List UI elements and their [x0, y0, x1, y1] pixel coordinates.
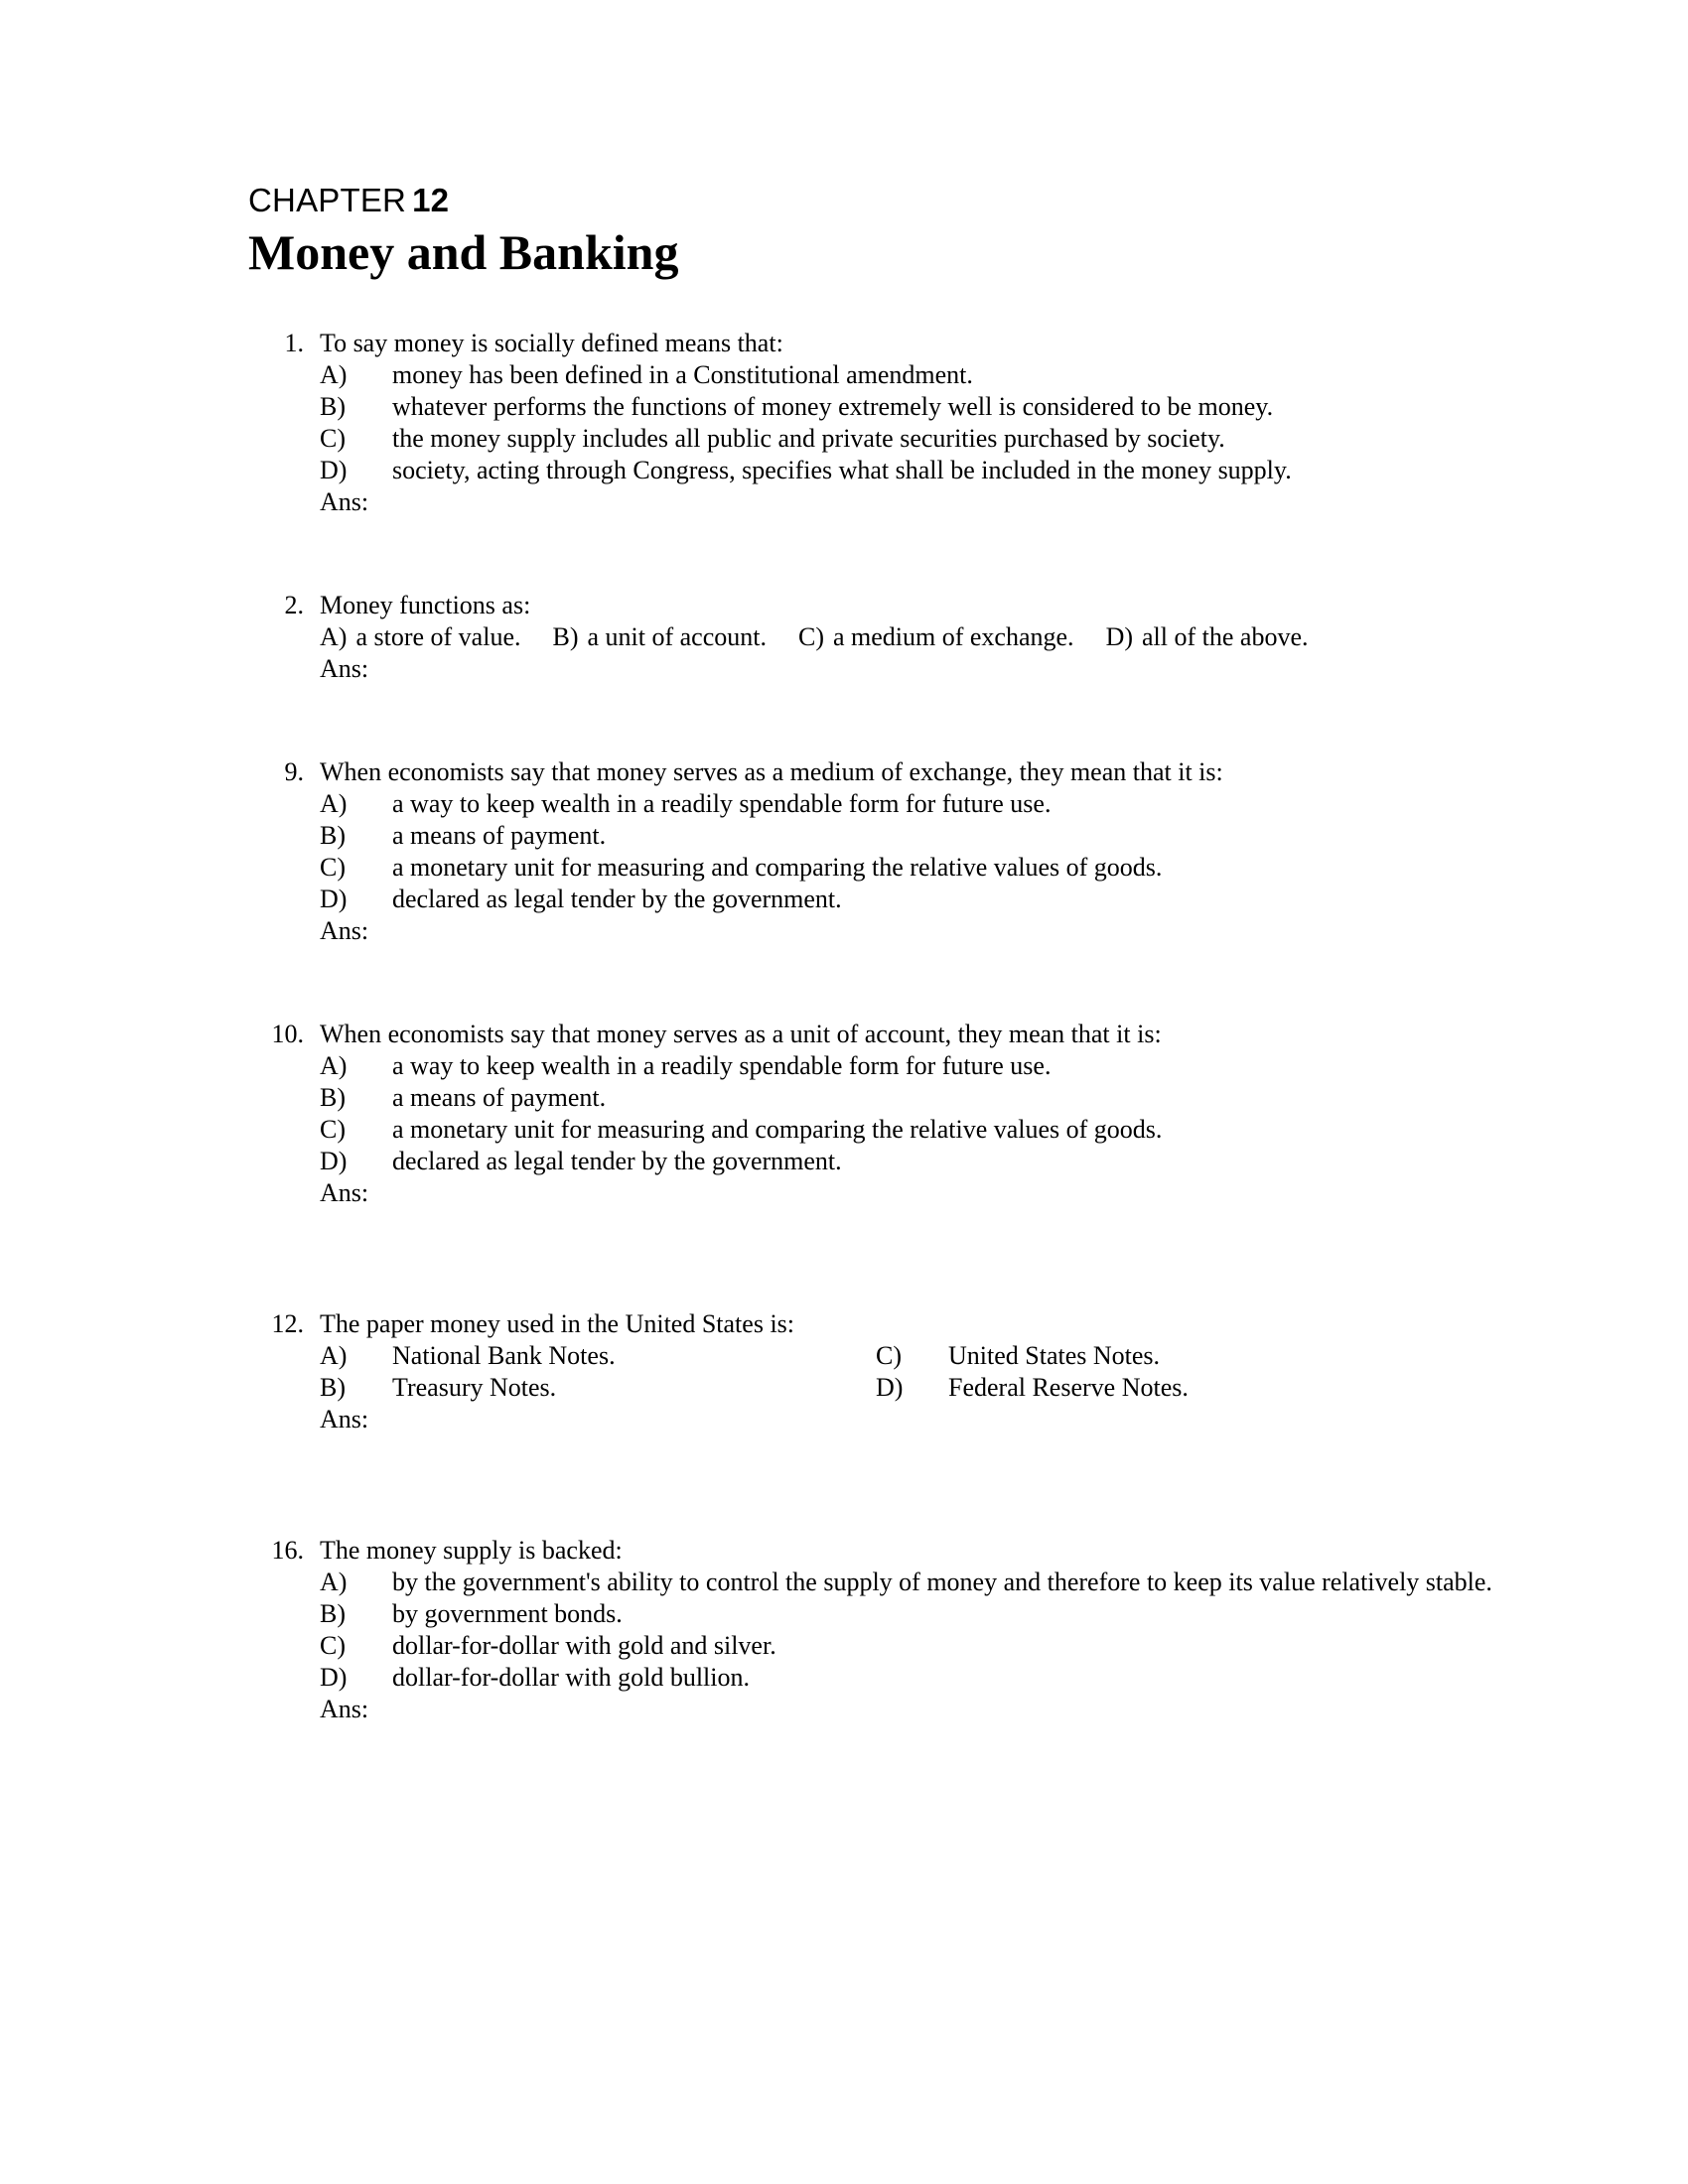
option-text: a means of payment.: [392, 1083, 607, 1112]
option-text: a monetary unit for measuring and comparing the relative values of goods.: [392, 853, 1163, 882]
question-stem: When economists say that money serves as a unit of account, they mean that it is:: [320, 1020, 1162, 1048]
option-letter: D): [876, 1373, 904, 1402]
option-letter: A): [320, 1051, 348, 1080]
option-text: declared as legal tender by the government.: [392, 1147, 842, 1175]
option-row[interactable]: [320, 788, 1499, 820]
answer-label: Ans:: [320, 487, 369, 516]
option-row[interactable]: [320, 820, 1499, 852]
page-title: Money and Banking: [248, 224, 679, 280]
option-text: dollar-for-dollar with gold and silver.: [392, 1631, 776, 1660]
answer-label: Ans:: [320, 1695, 369, 1723]
question-item: [248, 1308, 1499, 1435]
option-text: a unit of account.: [587, 622, 767, 651]
question-number: 16.: [271, 1536, 304, 1565]
option-letter: A): [320, 622, 348, 651]
option-letter: C): [876, 1341, 902, 1370]
option-row[interactable]: [320, 1146, 1499, 1177]
option-letter: A): [320, 789, 348, 818]
option-text: by the government's ability to control the supply of money and therefore to keep its value relatively stable.: [392, 1568, 1492, 1596]
option-letter: D): [320, 1147, 348, 1175]
option-row[interactable]: [320, 455, 1499, 486]
option-text: society, acting through Congress, specifies what shall be included in the money supply.: [392, 456, 1292, 484]
option-letter: C): [797, 622, 824, 651]
chapter-eyebrow: [248, 184, 1440, 216]
option-text: dollar-for-dollar with gold bullion.: [392, 1663, 751, 1692]
option-row[interactable]: [320, 1114, 1499, 1146]
option-column-right: [876, 1340, 1491, 1404]
question-gap: [248, 1209, 1499, 1308]
question-gap: [248, 518, 1499, 590]
option-row[interactable]: [320, 423, 1499, 455]
question-heading: [248, 1308, 1499, 1340]
option-row[interactable]: [320, 359, 1499, 391]
question-heading: [248, 756, 1499, 788]
answer-label: Ans:: [320, 654, 369, 683]
option-letter: C): [320, 1115, 346, 1144]
option-row[interactable]: [320, 884, 1499, 915]
option-text: a means of payment.: [392, 821, 607, 850]
chapter-header: [248, 184, 1440, 279]
question-gap: [248, 685, 1499, 756]
option-list: [248, 1050, 1499, 1177]
option-text: Federal Reserve Notes.: [948, 1373, 1189, 1402]
question-heading: [248, 1535, 1499, 1567]
option-row[interactable]: [320, 1567, 1499, 1598]
option-letter: C): [320, 853, 346, 882]
option-row[interactable]: [320, 1340, 876, 1372]
option-list: [248, 788, 1499, 915]
option-letter: C): [320, 1631, 346, 1660]
option-list-inline: [320, 621, 1499, 653]
option-row[interactable]: [320, 391, 1499, 423]
option-letter: C): [320, 424, 346, 453]
question-item: [248, 1019, 1499, 1209]
option-text: a medium of exchange.: [832, 622, 1074, 651]
option-row[interactable]: [520, 622, 767, 651]
answer-label: Ans:: [320, 916, 369, 945]
question-number: 1.: [284, 329, 304, 357]
question-item: [248, 756, 1499, 947]
option-row[interactable]: [320, 1630, 1499, 1662]
option-row[interactable]: [320, 1082, 1499, 1114]
option-text: a store of value.: [355, 622, 521, 651]
option-list-two-column: [320, 1340, 1499, 1404]
question-heading: [248, 1019, 1499, 1050]
option-row[interactable]: [876, 1372, 1491, 1404]
question-stem: To say money is socially defined means that:: [320, 329, 783, 357]
option-row[interactable]: [876, 1340, 1491, 1372]
question-item: [248, 1535, 1499, 1725]
question-number: 2.: [284, 591, 304, 619]
question-heading: [248, 590, 1499, 621]
option-letter: A): [320, 360, 348, 389]
option-text: a way to keep wealth in a readily spendable form for future use.: [392, 1051, 1052, 1080]
question-number: 10.: [271, 1020, 304, 1048]
option-row[interactable]: [767, 622, 1074, 651]
option-row[interactable]: [1074, 622, 1309, 651]
option-text: National Bank Notes.: [392, 1341, 616, 1370]
option-column-left: [320, 1340, 876, 1404]
option-text: money has been defined in a Constitutional amendment.: [392, 360, 973, 389]
option-letter: D): [320, 1663, 348, 1692]
option-row[interactable]: [320, 622, 520, 651]
option-letter: B): [320, 392, 346, 421]
option-text: whatever performs the functions of money extremely well is considered to be money.: [392, 392, 1274, 421]
question-gap: [248, 1435, 1499, 1535]
option-text: United States Notes.: [948, 1341, 1161, 1370]
option-letter: A): [320, 1568, 348, 1596]
option-letter: A): [320, 1341, 348, 1370]
option-letter: B): [320, 821, 346, 850]
option-text: by government bonds.: [392, 1599, 623, 1628]
option-letter: D): [1105, 622, 1133, 651]
question-list: [248, 328, 1499, 1725]
question-item: [248, 590, 1499, 685]
option-row[interactable]: [320, 852, 1499, 884]
question-item: [248, 328, 1499, 518]
question-stem: The money supply is backed:: [320, 1536, 623, 1565]
option-letter: D): [320, 456, 348, 484]
option-letter: D): [320, 885, 348, 913]
option-row[interactable]: [320, 1598, 1499, 1630]
answer-label: Ans:: [320, 1405, 369, 1433]
question-stem: When economists say that money serves as a medium of exchange, they mean that it is:: [320, 757, 1223, 786]
option-list: [248, 359, 1499, 486]
question-stem: The paper money used in the United States is:: [320, 1309, 795, 1338]
option-row[interactable]: [320, 1662, 1499, 1694]
option-text: all of the above.: [1142, 622, 1309, 651]
question-gap: [248, 947, 1499, 1019]
question-number: 9.: [284, 757, 304, 786]
question-heading: [248, 328, 1499, 359]
option-text: declared as legal tender by the government.: [392, 885, 842, 913]
option-letter: B): [320, 1599, 346, 1628]
option-row[interactable]: [320, 1372, 876, 1404]
option-row[interactable]: [320, 1050, 1499, 1082]
option-text: a monetary unit for measuring and comparing the relative values of goods.: [392, 1115, 1163, 1144]
chapter-number: 12: [412, 182, 450, 218]
option-letter: B): [320, 1083, 346, 1112]
chapter-word: CHAPTER: [248, 182, 407, 218]
answer-label: Ans:: [320, 1178, 369, 1207]
option-text: the money supply includes all public and private securities purchased by society.: [392, 424, 1225, 453]
option-list: [248, 1567, 1499, 1694]
question-stem: Money functions as:: [320, 591, 531, 619]
question-number: 12.: [271, 1309, 304, 1338]
option-letter: B): [320, 1373, 346, 1402]
option-text: Treasury Notes.: [392, 1373, 557, 1402]
option-letter: B): [552, 622, 579, 651]
option-text: a way to keep wealth in a readily spendable form for future use.: [392, 789, 1052, 818]
